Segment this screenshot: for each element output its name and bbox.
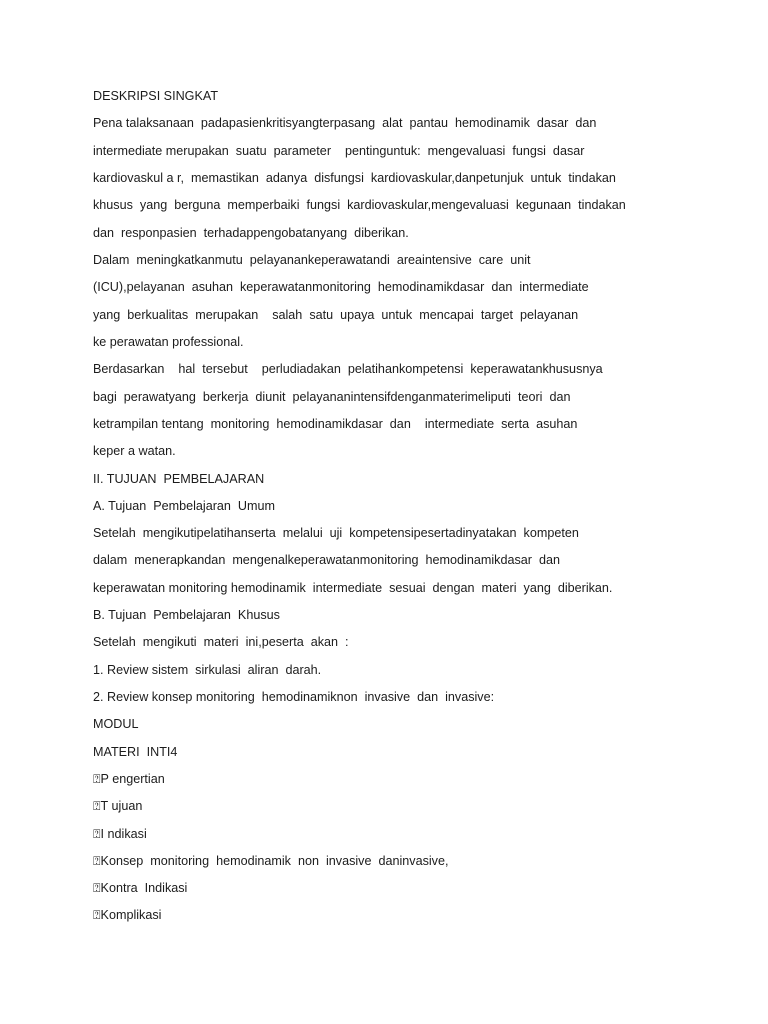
paragraph-line: keper a watan. — [93, 444, 176, 458]
paragraph-line: dalam menerapkandan mengenalkeperawatanmonitoring hemodinamikdasar dan — [93, 553, 560, 567]
paragraph-line: yang berkualitas merupakan salah satu upaya untuk mencapai target pelayanan — [93, 308, 579, 322]
paragraph-line: bagi perawatyang berkerja diunit pelayananintensifdenganmaterimeliputi teori dan — [93, 390, 571, 404]
paragraph-line: (ICU),pelayanan asuhan keperawatanmonitoring hemodinamikdasar dan intermediate — [93, 280, 589, 294]
paragraph-line: Dalam meningkatkanmutu pelayanankeperawatandi areaintensive care unit — [93, 253, 531, 267]
paragraph-line: dan responpasien terhadappengobatanyang diberikan. — [93, 226, 409, 240]
bullet-item: ⍰P engertian — [93, 772, 165, 786]
label-modul: MODUL — [93, 717, 139, 731]
paragraph-line: Pena talaksanaan padapasienkritisyangterpasang alat pantau hemodinamik dasar dan — [93, 116, 597, 130]
paragraph-line: keperawatan monitoring hemodinamik intermediate sesuai dengan materi yang diberikan. — [93, 581, 613, 595]
paragraph-line: ke perawatan professional. — [93, 335, 244, 349]
paragraph-line: Berdasarkan hal tersebut perludiadakan pelatihankompetensi keperawatankhususnya — [93, 362, 603, 376]
bullet-item: ⍰T ujuan — [93, 799, 143, 813]
paragraph-line: kardiovaskul a r, memastikan adanya disfungsi kardiovaskular,danpetunjuk untuk tindakan — [93, 171, 616, 185]
list-item: 2. Review konsep monitoring hemodinamiknon invasive dan invasive: — [93, 690, 495, 704]
bullet-item: ⍰Konsep monitoring hemodinamik non invasive daninvasive, — [93, 854, 449, 868]
section-heading-tujuan: II. TUJUAN PEMBELAJARAN — [93, 472, 265, 486]
bullet-item: ⍰Komplikasi — [93, 908, 162, 922]
section-heading-deskripsi: DESKRIPSI SINGKAT — [93, 89, 219, 103]
paragraph-line: Setelah mengikuti materi ini,peserta akan : — [93, 635, 349, 649]
subheading-umum: A. Tujuan Pembelajaran Umum — [93, 499, 275, 513]
paragraph-line: Setelah mengikutipelatihanserta melalui uji kompetensipesertadinyatakan kompeten — [93, 526, 579, 540]
label-materi: MATERI INTI4 — [93, 745, 178, 759]
subheading-khusus: B. Tujuan Pembelajaran Khusus — [93, 608, 280, 622]
paragraph-line: intermediate merupakan suatu parameter pentinguntuk: mengevaluasi fungsi dasar — [93, 144, 585, 158]
bullet-item: ⍰Kontra Indikasi — [93, 881, 188, 895]
paragraph-line: ketrampilan tentang monitoring hemodinamikdasar dan intermediate serta asuhan — [93, 417, 578, 431]
paragraph-line: khusus yang berguna memperbaiki fungsi kardiovaskular,mengevaluasi kegunaan tindakan — [93, 198, 626, 212]
list-item: 1. Review sistem sirkulasi aliran darah. — [93, 663, 322, 677]
bullet-item: ⍰I ndikasi — [93, 827, 147, 841]
